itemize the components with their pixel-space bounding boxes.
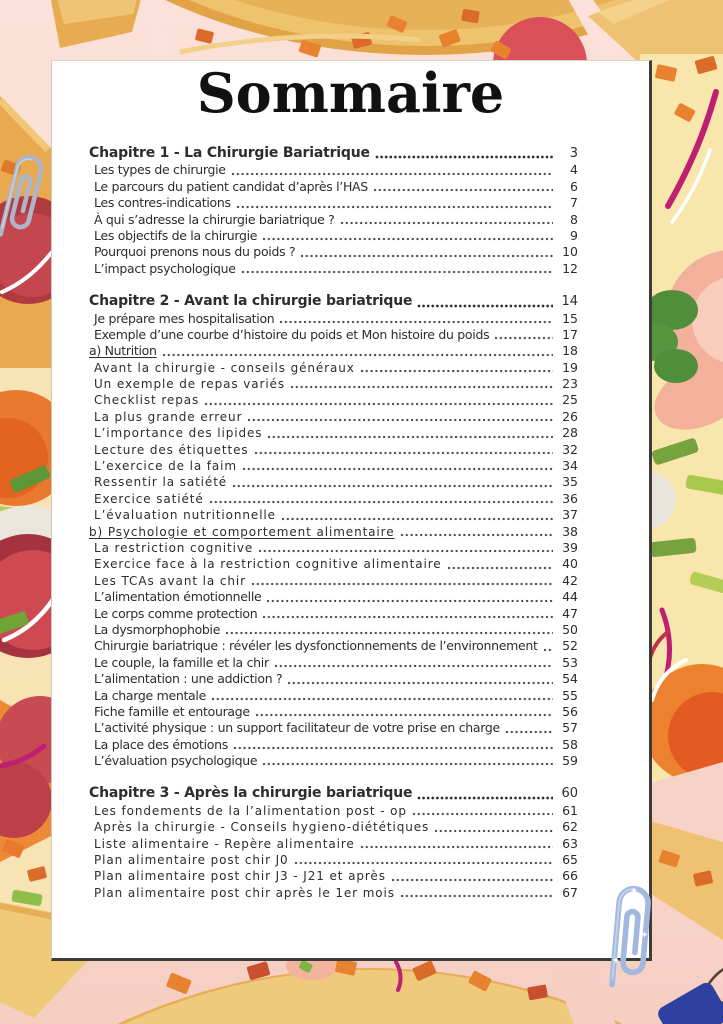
toc-entry-label: Chapitre 2 - Avant la chirurgie bariatrique bbox=[89, 293, 413, 310]
toc-entry-page: 61 bbox=[562, 802, 578, 818]
toc-entry bbox=[89, 573, 578, 589]
toc-entry-page: 6 bbox=[570, 178, 578, 194]
toc-entry-page: 38 bbox=[562, 523, 578, 539]
toc-entry-page: 59 bbox=[562, 753, 578, 769]
toc-entry-page: 62 bbox=[562, 819, 578, 835]
toc-entry-label: L’activité physique : un support facilitateur de votre prise en charge bbox=[94, 720, 500, 736]
toc-entry-page: 7 bbox=[570, 195, 578, 211]
toc-entry-page: 9 bbox=[570, 227, 578, 243]
toc-leader-dots bbox=[543, 648, 553, 652]
toc-entry-label: Le couple, la famille et la chir bbox=[94, 654, 269, 670]
toc-entry-page: 10 bbox=[562, 244, 578, 260]
toc-leader-dots bbox=[417, 304, 553, 308]
toc-leader-dots bbox=[267, 435, 553, 439]
toc-entry-label: À qui s’adresse la chirurgie bariatrique ? bbox=[94, 211, 335, 227]
toc-entry-page: 57 bbox=[562, 720, 578, 736]
toc-leader-dots bbox=[211, 697, 553, 701]
toc-leader-dots bbox=[209, 500, 553, 504]
toc-entry-page: 36 bbox=[562, 490, 578, 506]
toc-entry bbox=[89, 293, 578, 310]
toc-entry-page: 37 bbox=[562, 507, 578, 523]
toc-leader-dots bbox=[266, 599, 553, 603]
toc-entry-page: 19 bbox=[562, 359, 578, 375]
toc-entry-label: L’évaluation nutritionnelle bbox=[94, 508, 276, 523]
toc-entry-page: 14 bbox=[561, 294, 578, 310]
toc-entry-page: 39 bbox=[562, 539, 578, 555]
toc-entry-label: Le corps comme protection bbox=[94, 605, 258, 621]
toc-entry bbox=[89, 606, 578, 622]
toc-entry-label: Chapitre 1 - La Chirurgie Bariatrique bbox=[89, 145, 370, 161]
toc-chapter bbox=[89, 785, 578, 901]
toc-leader-dots bbox=[360, 845, 553, 849]
toc-entry-page: 63 bbox=[562, 835, 578, 851]
toc-leader-dots bbox=[505, 730, 553, 734]
toc-entry bbox=[89, 836, 578, 852]
toc-entry-label: Exercice face à la restriction cognitive alimentaire bbox=[94, 557, 442, 572]
toc-leader-dots bbox=[287, 681, 553, 685]
toc-entry-label: La place des émotions bbox=[94, 736, 228, 752]
toc-leader-dots bbox=[373, 188, 553, 192]
toc-entry-page: 65 bbox=[562, 852, 578, 868]
toc-entry-page: 40 bbox=[562, 556, 578, 572]
toc-leader-dots bbox=[262, 615, 553, 619]
toc-leader-dots bbox=[290, 385, 553, 389]
toc-entry bbox=[89, 491, 578, 507]
toc-entry bbox=[89, 145, 578, 162]
toc-leader-dots bbox=[391, 878, 553, 882]
toc-leader-dots bbox=[232, 484, 553, 488]
toc-entry bbox=[89, 327, 578, 343]
toc-entry-label: Liste alimentaire - Repère alimentaire bbox=[94, 836, 355, 851]
toc-entry-label: Exercice satiété bbox=[94, 491, 204, 506]
toc-entry-label: Un exemple de repas variés bbox=[94, 377, 285, 392]
toc-entry-page: 26 bbox=[562, 408, 578, 424]
toc-entry-label: Avant la chirurgie - conseils généraux bbox=[94, 360, 355, 375]
toc-entry bbox=[89, 212, 578, 228]
toc-entry-page: 44 bbox=[562, 589, 578, 605]
toc-leader-dots bbox=[447, 566, 553, 570]
toc-entry-page: 12 bbox=[562, 260, 578, 276]
toc-entry bbox=[89, 720, 578, 736]
toc-entry-label: Les types de chirurgie bbox=[94, 162, 226, 178]
toc-leader-dots bbox=[417, 796, 553, 800]
toc-entry bbox=[89, 622, 578, 638]
toc-leader-dots bbox=[360, 369, 553, 373]
toc-leader-dots bbox=[236, 205, 553, 209]
toc-entry-page: 3 bbox=[569, 146, 578, 161]
toc-leader-dots bbox=[412, 812, 553, 816]
toc-entry bbox=[89, 343, 578, 359]
toc-entry-page: 4 bbox=[570, 162, 578, 178]
toc-leader-dots bbox=[162, 353, 553, 357]
toc-entry bbox=[89, 885, 578, 901]
toc-entry-label: La charge mentale bbox=[94, 687, 206, 703]
toc-entry bbox=[89, 556, 578, 572]
toc-entry-label: Fiche famille et entourage bbox=[94, 703, 250, 719]
toc-entry bbox=[89, 868, 578, 884]
toc-leader-dots bbox=[281, 517, 553, 521]
page-title: Sommaire bbox=[196, 61, 505, 125]
toc-entry bbox=[89, 474, 578, 490]
toc-entry-page: 54 bbox=[562, 671, 578, 687]
toc-leader-dots bbox=[242, 467, 553, 471]
toc-entry bbox=[89, 244, 578, 260]
toc-leader-dots bbox=[204, 402, 553, 406]
toc-entry-page: 53 bbox=[562, 654, 578, 670]
document-page bbox=[51, 60, 652, 961]
toc-entry-label: Plan alimentaire post chir J0 bbox=[94, 853, 289, 868]
toc-leader-dots bbox=[225, 631, 553, 635]
toc-entry-label: a) Nutrition bbox=[89, 343, 157, 359]
toc-entry-label: L’impact psychologique bbox=[94, 260, 236, 276]
toc-leader-dots bbox=[241, 270, 553, 274]
toc-leader-dots bbox=[254, 451, 553, 455]
toc-leader-dots bbox=[274, 664, 553, 668]
toc-leader-dots bbox=[375, 155, 553, 159]
toc-entry-page: 32 bbox=[562, 441, 578, 457]
toc-entry-page: 56 bbox=[562, 703, 578, 719]
toc-entry bbox=[89, 803, 578, 819]
toc-entry bbox=[89, 704, 578, 720]
toc-entry bbox=[89, 688, 578, 704]
toc-leader-dots bbox=[231, 172, 553, 176]
toc-leader-dots bbox=[255, 713, 553, 717]
toc-entry bbox=[89, 458, 578, 474]
toc-leader-dots bbox=[494, 336, 553, 340]
toc-entry-page: 60 bbox=[561, 786, 578, 802]
toc-leader-dots bbox=[300, 254, 553, 258]
toc-entry-label: Après la chirurgie - Conseils hygieno-diététiques bbox=[94, 820, 430, 835]
toc-entry-label: Chapitre 3 - Après la chirurgie bariatrique bbox=[89, 785, 413, 802]
toc-entry-label: La dysmorphophobie bbox=[94, 621, 221, 637]
toc-entry-page: 23 bbox=[562, 376, 578, 392]
toc-entry-page: 58 bbox=[562, 736, 578, 752]
toc-entry bbox=[89, 819, 578, 835]
toc-entry-label: L’alimentation émotionnelle bbox=[94, 589, 262, 605]
toc-entry-label: b) Psychologie et comportement alimentaire bbox=[89, 524, 395, 539]
toc-entry bbox=[89, 524, 578, 540]
toc-entry-page: 8 bbox=[570, 211, 578, 227]
toc-leader-dots bbox=[247, 418, 553, 422]
toc-entry-label: Je prépare mes hospitalisation bbox=[94, 310, 275, 326]
toc-entry-label: Lecture des étiquettes bbox=[94, 442, 249, 457]
toc-entry-page: 67 bbox=[562, 884, 578, 900]
toc-entry-label: Plan alimentaire post chir J3 - J21 et après bbox=[94, 869, 386, 884]
toc-entry-page: 25 bbox=[562, 392, 578, 408]
toc-entry bbox=[89, 785, 578, 802]
toc-entry-label: L’importance des lipides bbox=[94, 426, 263, 441]
toc-entry-label: Pourquoi prenons nous du poids ? bbox=[94, 244, 296, 260]
toc-entry-page: 28 bbox=[562, 425, 578, 441]
toc-entry-label: Les TCAs avant la chir bbox=[94, 573, 246, 588]
toc-leader-dots bbox=[258, 549, 553, 553]
toc-leader-dots bbox=[294, 861, 553, 865]
toc-entry bbox=[89, 376, 578, 392]
toc-entry bbox=[89, 409, 578, 425]
toc-entry bbox=[89, 655, 578, 671]
toc-entry-label: L’exercice de la faim bbox=[94, 459, 238, 474]
toc-entry bbox=[89, 162, 578, 178]
toc-leader-dots bbox=[233, 746, 553, 750]
toc-entry-page: 50 bbox=[562, 621, 578, 637]
toc-entry-page: 15 bbox=[562, 310, 578, 326]
toc-leader-dots bbox=[340, 221, 553, 225]
toc-entry-page: 52 bbox=[562, 638, 578, 654]
toc-leader-dots bbox=[400, 894, 553, 898]
toc-entry-label: Les fondements de la l’alimentation post - op bbox=[94, 803, 407, 818]
toc-leader-dots bbox=[279, 320, 553, 324]
toc-entry bbox=[89, 507, 578, 523]
toc-leader-dots bbox=[251, 582, 553, 586]
toc-entry bbox=[89, 392, 578, 408]
toc-entry bbox=[89, 442, 578, 458]
toc-leader-dots bbox=[400, 533, 553, 537]
toc-leader-dots bbox=[262, 762, 553, 766]
toc-entry-label: La restriction cognitive bbox=[94, 540, 254, 555]
toc-entry bbox=[89, 737, 578, 753]
toc-entry-label: Les objectifs de la chirurgie bbox=[94, 227, 258, 243]
toc-entry bbox=[89, 852, 578, 868]
toc-entry-label: L’alimentation : une addiction ? bbox=[94, 671, 283, 687]
toc-entry-label: Ressentir la satiété bbox=[94, 475, 228, 490]
toc-entry-label: La plus grande erreur bbox=[94, 409, 243, 424]
toc-leader-dots bbox=[262, 237, 553, 241]
toc-entry bbox=[89, 671, 578, 687]
toc-entry-page: 17 bbox=[562, 326, 578, 342]
toc-entry bbox=[89, 179, 578, 195]
toc-entry-label: Exemple d’une courbe d’histoire du poids et Mon histoire du poids bbox=[94, 326, 490, 342]
toc-entry bbox=[89, 228, 578, 244]
toc-chapter bbox=[89, 293, 578, 769]
toc-entry-page: 55 bbox=[562, 687, 578, 703]
toc-entry bbox=[89, 589, 578, 605]
toc-entry-label: Checklist repas bbox=[94, 393, 200, 408]
toc-entry bbox=[89, 638, 578, 654]
toc-entry-page: 66 bbox=[562, 868, 578, 884]
toc-entry bbox=[89, 360, 578, 376]
toc-entry bbox=[89, 753, 578, 769]
toc-entry bbox=[89, 311, 578, 327]
toc-entry-label: Plan alimentaire post chir après le 1er mois bbox=[94, 885, 395, 900]
toc-entry-label: L’évaluation psychologique bbox=[94, 753, 258, 769]
toc-entry-label: Les contres-indications bbox=[94, 195, 231, 211]
toc-entry bbox=[89, 195, 578, 211]
toc bbox=[89, 145, 578, 901]
toc-leader-dots bbox=[434, 829, 553, 833]
toc-entry-page: 18 bbox=[562, 343, 578, 359]
toc-entry bbox=[89, 540, 578, 556]
toc-entry-label: Le parcours du patient candidat d’après l’HAS bbox=[94, 178, 368, 194]
toc-entry-page: 35 bbox=[562, 474, 578, 490]
toc-entry bbox=[89, 261, 578, 277]
toc-entry bbox=[89, 425, 578, 441]
toc-entry-page: 34 bbox=[562, 458, 578, 474]
toc-entry-label: Chirurgie bariatrique : révéler les dysfonctionnements de l’environnement bbox=[94, 638, 538, 654]
toc-chapter bbox=[89, 145, 578, 277]
toc-entry-page: 42 bbox=[562, 572, 578, 588]
toc-entry-page: 47 bbox=[562, 605, 578, 621]
